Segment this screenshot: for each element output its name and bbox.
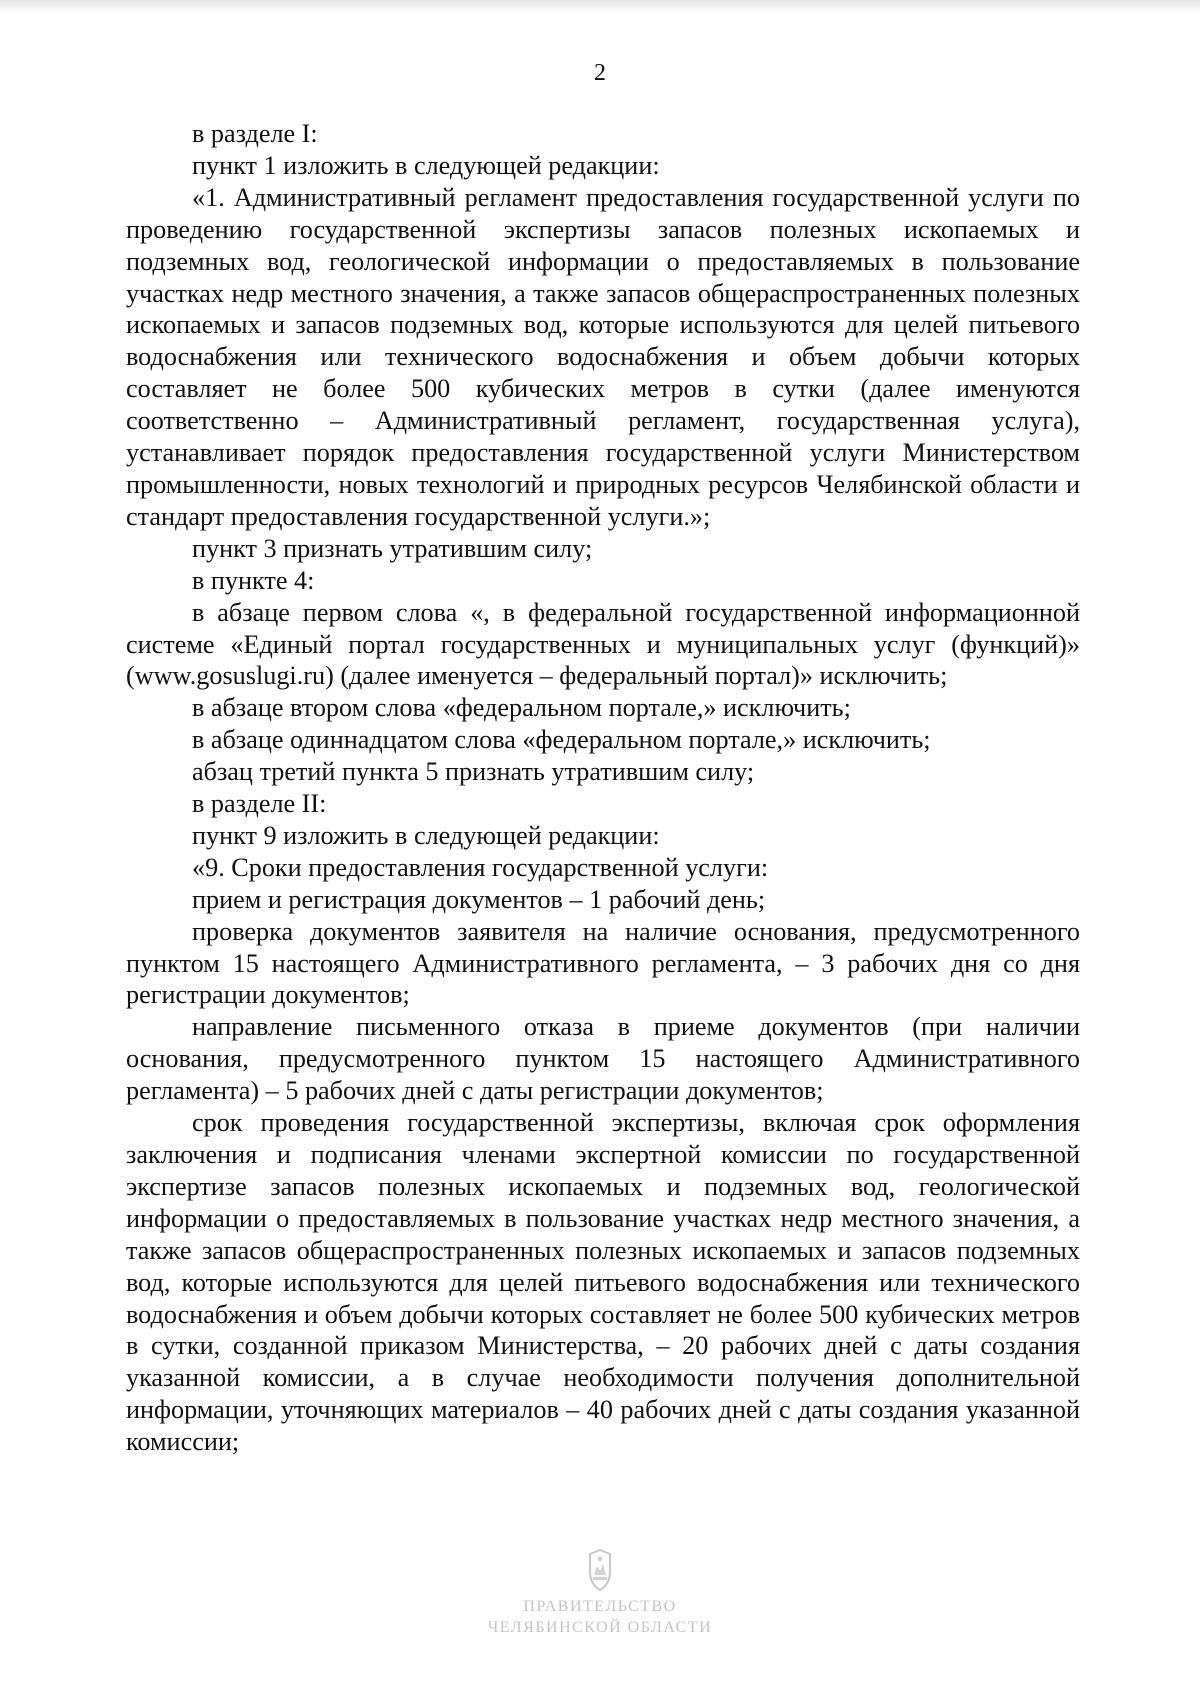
paragraph: в абзаце втором слова «федеральном портале,» исключить; (192, 693, 851, 723)
chelyabinsk-coat-of-arms-icon (581, 1548, 619, 1594)
paragraph: «1. Административный регламент предоставления государственной услуги по проведению государственной экспертизы запасов полезных ископаемых и подземных вод, геологической информации о предоставляемых в пользование участках недр местного значения, а также запасов общераспространенных полезных ископаемых и запасов подземных вод, которые используются для целей питьевого водоснабжения или технического водоснабжения и объем добычи которых составляет не более 500 кубических метров в сутки (далее именуются соответственно – Административный регламент, государственная услуга), устанавливает порядок предоставления государственной услуги Министерством промышленности, новых технологий и природных ресурсов Челябинской области и стандарт предоставления государственной услуги.»; (126, 182, 1080, 531)
document-body (126, 118, 1080, 1458)
paragraph: срок проведения государственной экспертизы, включая срок оформления заключения и подписания членами экспертной комиссии по государственной экспертизе запасов полезных ископаемых и подземных вод, геологической информации о предоставляемых в пользование участках недр местного значения, а также запасов общераспространенных полезных ископаемых и запасов подземных вод, которые используются для целей питьевого водоснабжения или технического водоснабжения и объем добычи которых составляет не более 500 кубических метров в сутки, созданной приказом Министерства, – 20 рабочих дней с даты создания указанной комиссии, а в случае необходимости получения дополнительной информации, уточняющих материалов – 40 рабочих дней с даты создания указанной комиссии; (126, 1108, 1080, 1457)
government-watermark (0, 1548, 1200, 1638)
paragraph: в абзаце одиннадцатом слова «федеральном портале,» исключить; (192, 725, 931, 755)
paragraph: пункт 9 изложить в следующей редакции: (192, 820, 660, 850)
paragraph: пункт 1 изложить в следующей редакции: (192, 150, 660, 180)
paragraph: в разделе I: (192, 119, 318, 148)
scan-top-edge (0, 0, 1200, 14)
page-number: 2 (594, 60, 606, 86)
paragraph: прием и регистрация документов – 1 рабочий день; (192, 884, 766, 914)
paragraph: пункт 3 признать утратившим силу; (192, 533, 593, 563)
paragraph: «9. Сроки предоставления государственной услуги: (192, 852, 769, 882)
paragraph: в разделе II: (192, 789, 327, 819)
paragraph: абзац третий пункта 5 признать утратившим силу; (192, 757, 755, 787)
watermark-line-government: ПРАВИТЕЛЬСТВО (523, 1598, 677, 1615)
paragraph: направление письменного отказа в приеме документов (при наличии основания, предусмотренного пунктом 15 настоящего Административного регламента) – 5 рабочих дней с даты регистрации документов; (126, 1012, 1080, 1106)
paragraph: в абзаце первом слова «, в федеральной государственной информационной системе «Единый портал государственных и муниципальных услуг (функций)» (www.gosuslugi.ru) (далее именуется – федеральный портал)» исключить; (126, 597, 1080, 691)
paragraph: проверка документов заявителя на наличие основания, предусмотренного пунктом 15 настоящего Административного регламента, – 3 рабочих дня со дня регистрации документов; (126, 916, 1080, 1010)
watermark-line-region: ЧЕЛЯБИНСКОЙ ОБЛАСТИ (487, 1619, 713, 1636)
paragraph: в пункте 4: (192, 565, 315, 595)
